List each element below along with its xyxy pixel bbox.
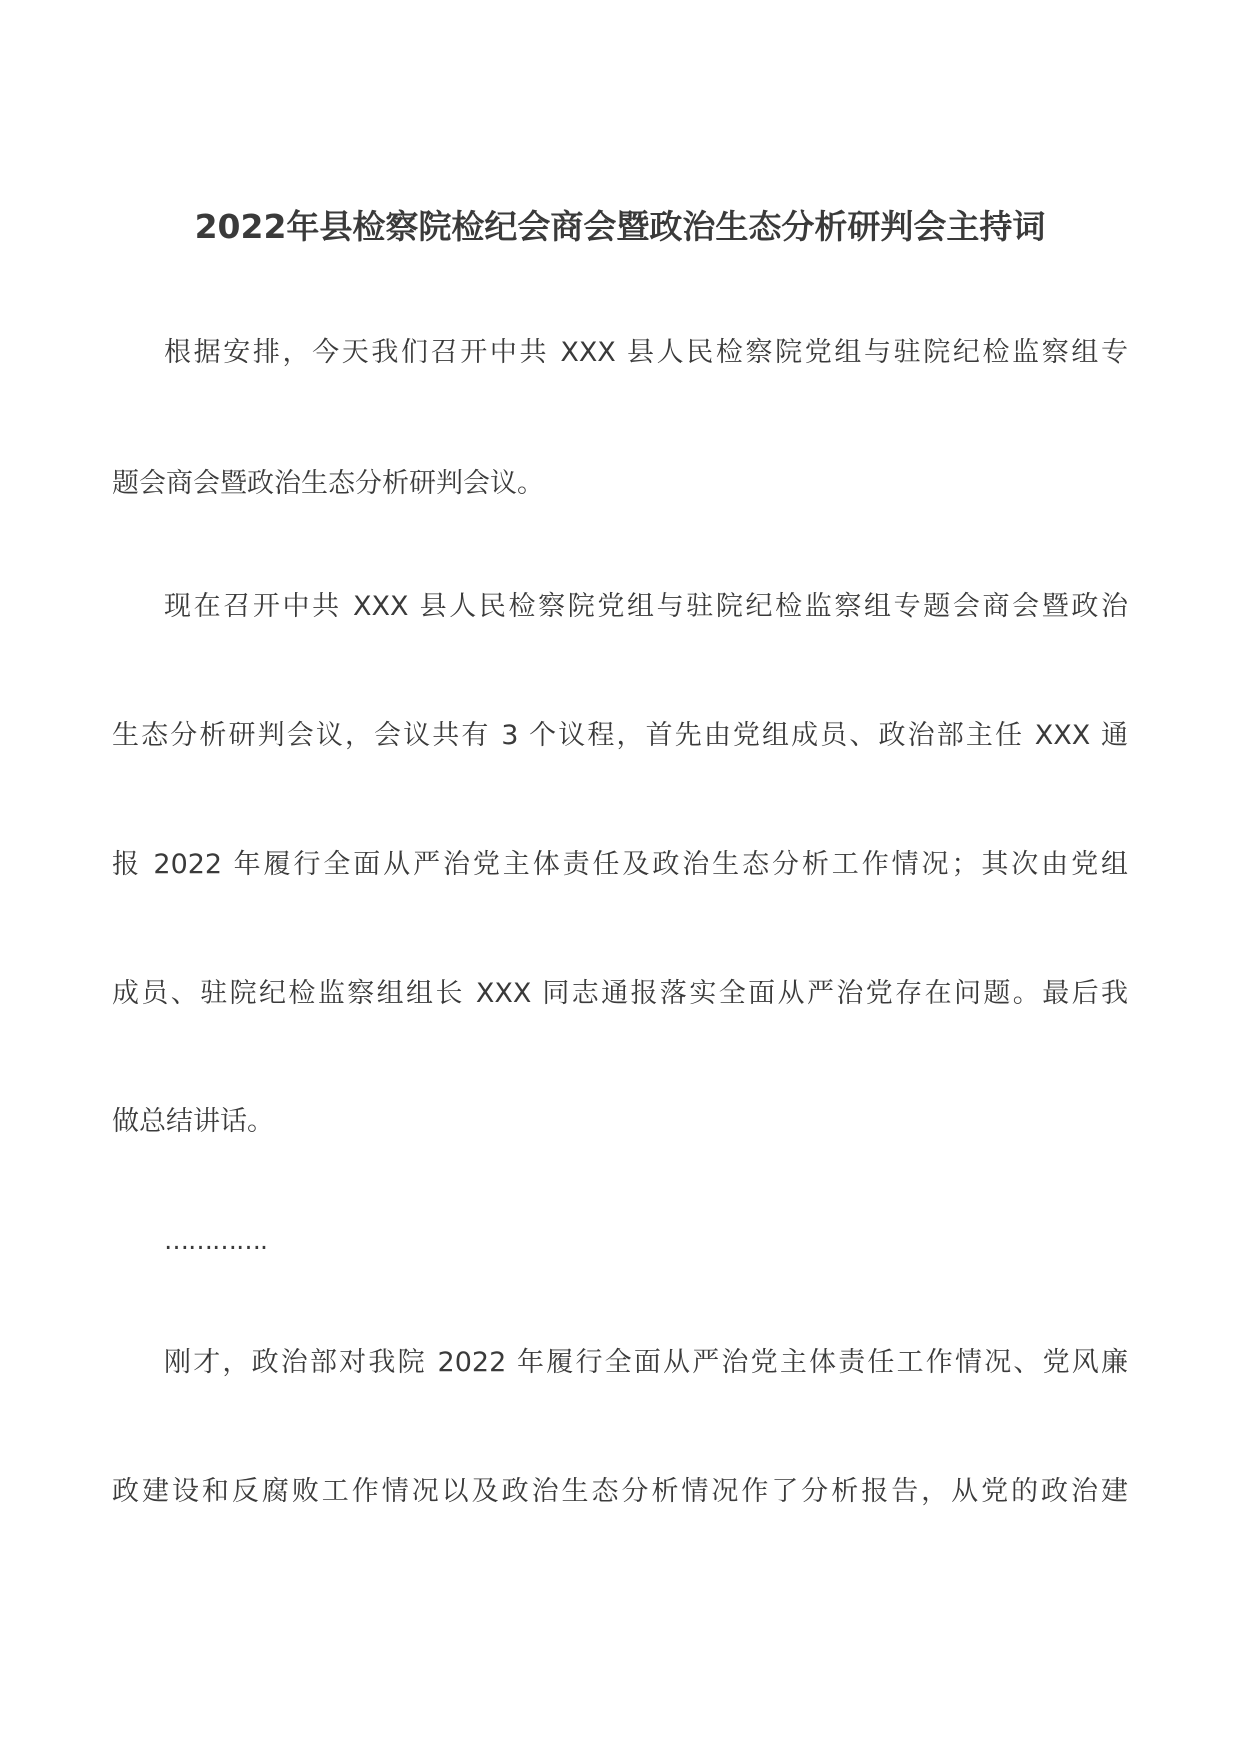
paragraph-2-line-4: 成员、驻院纪检监察组组长 XXX 同志通报落实全面从严治党存在问题。最后我 [112,978,1128,1009]
paragraph-1-line-2: 题会商会暨政治生态分析研判会议。 [112,468,544,499]
ellipsis-separator: …………. [164,1226,267,1255]
paragraph-4-line-2: 政建设和反腐败工作情况以及政治生态分析情况作了分析报告，从党的政治建 [112,1476,1128,1507]
document-title: 2022年县检察院检纪会商会暨政治生态分析研判会主持词 [194,207,1046,246]
paragraph-2-line-5: 做总结讲话。 [112,1106,274,1137]
paragraph-2-line-3: 报 2022 年履行全面从严治党主体责任及政治生态分析工作情况；其次由党组 [112,849,1128,880]
paragraph-4-line-1: 刚才，政治部对我院 2022 年履行全面从严治党主体责任工作情况、党风廉 [164,1347,1128,1378]
paragraph-2-line-1: 现在召开中共 XXX 县人民检察院党组与驻院纪检监察组专题会商会暨政治 [164,591,1128,622]
paragraph-1-line-1: 根据安排，今天我们召开中共 XXX 县人民检察院党组与驻院纪检监察组专 [164,337,1128,368]
paragraph-2-line-2: 生态分析研判会议，会议共有 3 个议程，首先由党组成员、政治部主任 XXX 通 [112,720,1128,751]
